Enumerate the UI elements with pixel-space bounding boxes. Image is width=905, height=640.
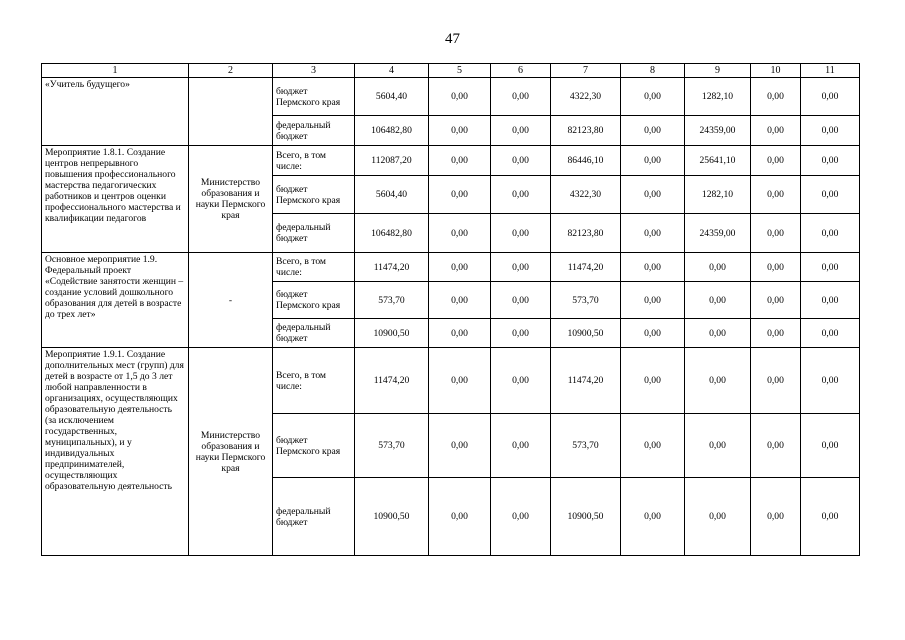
funding-source-cell: федеральный бюджет (273, 478, 355, 556)
amount-cell: 10900,50 (551, 319, 621, 348)
activity-name-cell: Основное мероприятие 1.9. Федеральный проект «Содействие занятости женщин – создание условий дошкольного образования для детей в возрасте до трех лет» (42, 253, 189, 348)
amount-cell: 86446,10 (551, 146, 621, 176)
amount-cell: 0,00 (685, 478, 751, 556)
amount-cell: 0,00 (751, 319, 801, 348)
amount-cell: 11474,20 (355, 348, 429, 414)
amount-cell: 0,00 (429, 348, 491, 414)
header-cell: 10 (751, 64, 801, 78)
header-cell: 1 (42, 64, 189, 78)
amount-cell: 0,00 (429, 319, 491, 348)
amount-cell: 1282,10 (685, 78, 751, 116)
funding-source-cell: федеральный бюджет (273, 116, 355, 146)
amount-cell: 0,00 (621, 319, 685, 348)
page-number: 47 (445, 31, 460, 47)
amount-cell: 0,00 (621, 282, 685, 319)
amount-cell: 0,00 (801, 116, 860, 146)
amount-cell: 5604,40 (355, 176, 429, 214)
amount-cell: 0,00 (751, 78, 801, 116)
amount-cell: 0,00 (429, 282, 491, 319)
amount-cell: 573,70 (551, 282, 621, 319)
amount-cell: 0,00 (621, 146, 685, 176)
executor-cell: - (189, 253, 273, 348)
header-cell: 8 (621, 64, 685, 78)
budget-table (41, 63, 860, 556)
table-row (42, 253, 860, 282)
amount-cell: 0,00 (751, 348, 801, 414)
header-cell: 11 (801, 64, 860, 78)
amount-cell: 0,00 (491, 348, 551, 414)
amount-cell: 4322,30 (551, 176, 621, 214)
header-cell: 3 (273, 64, 355, 78)
amount-cell: 4322,30 (551, 78, 621, 116)
header-cell: 5 (429, 64, 491, 78)
amount-cell: 0,00 (801, 319, 860, 348)
executor-cell: Министерство образования и науки Пермского края (189, 348, 273, 556)
header-cell: 9 (685, 64, 751, 78)
amount-cell: 0,00 (751, 176, 801, 214)
amount-cell: 1282,10 (685, 176, 751, 214)
amount-cell: 0,00 (491, 253, 551, 282)
funding-source-cell: Всего, в том числе: (273, 146, 355, 176)
amount-cell: 0,00 (429, 253, 491, 282)
amount-cell: 0,00 (621, 214, 685, 253)
amount-cell: 0,00 (621, 348, 685, 414)
header-cell: 4 (355, 64, 429, 78)
amount-cell: 0,00 (751, 282, 801, 319)
activity-name-cell: Мероприятие 1.9.1. Создание дополнительных мест (групп) для детей в возрасте от 1,5 до 3 лет любой направленности в организациях, осуществляющих образовательную деятельность (за исключением государственных, муниципальных), и у индивидуальных предпринимателей, осуществляющих образовательную деятельность (42, 348, 189, 556)
amount-cell: 106482,80 (355, 116, 429, 146)
header-cell: 7 (551, 64, 621, 78)
amount-cell: 573,70 (355, 282, 429, 319)
table-row (42, 78, 860, 116)
amount-cell: 0,00 (621, 78, 685, 116)
amount-cell: 0,00 (429, 146, 491, 176)
amount-cell: 0,00 (801, 414, 860, 478)
amount-cell: 0,00 (685, 319, 751, 348)
amount-cell: 0,00 (801, 78, 860, 116)
amount-cell: 0,00 (621, 478, 685, 556)
amount-cell: 0,00 (801, 214, 860, 253)
amount-cell: 10900,50 (355, 319, 429, 348)
amount-cell: 0,00 (621, 176, 685, 214)
amount-cell: 10900,50 (355, 478, 429, 556)
funding-source-cell: бюджет Пермского края (273, 282, 355, 319)
amount-cell: 0,00 (491, 319, 551, 348)
amount-cell: 112087,20 (355, 146, 429, 176)
executor-cell: Министерство образования и науки Пермского края (189, 146, 273, 253)
activity-name-cell: Мероприятие 1.8.1. Создание центров непрерывного повышения профессионального мастерства педагогических работников и центров оценки профессионального мастерства и квалификации педагогов (42, 146, 189, 253)
amount-cell: 0,00 (491, 116, 551, 146)
funding-source-cell: федеральный бюджет (273, 214, 355, 253)
amount-cell: 0,00 (751, 253, 801, 282)
amount-cell: 0,00 (429, 116, 491, 146)
funding-source-cell: федеральный бюджет (273, 319, 355, 348)
table-row (42, 348, 860, 414)
funding-source-cell: Всего, в том числе: (273, 348, 355, 414)
amount-cell: 0,00 (429, 176, 491, 214)
amount-cell: 0,00 (751, 116, 801, 146)
amount-cell: 0,00 (801, 348, 860, 414)
activity-name-cell: «Учитель будущего» (42, 78, 189, 146)
header-cell: 6 (491, 64, 551, 78)
amount-cell: 0,00 (491, 282, 551, 319)
amount-cell: 82123,80 (551, 214, 621, 253)
amount-cell: 573,70 (355, 414, 429, 478)
amount-cell: 0,00 (685, 348, 751, 414)
amount-cell: 0,00 (491, 78, 551, 116)
amount-cell: 5604,40 (355, 78, 429, 116)
amount-cell: 0,00 (685, 253, 751, 282)
funding-source-cell: бюджет Пермского края (273, 176, 355, 214)
amount-cell: 0,00 (429, 478, 491, 556)
amount-cell: 106482,80 (355, 214, 429, 253)
amount-cell: 0,00 (429, 414, 491, 478)
amount-cell: 0,00 (491, 414, 551, 478)
amount-cell: 0,00 (621, 414, 685, 478)
amount-cell: 0,00 (751, 478, 801, 556)
amount-cell: 0,00 (491, 478, 551, 556)
amount-cell: 0,00 (801, 253, 860, 282)
amount-cell: 11474,20 (355, 253, 429, 282)
amount-cell: 0,00 (751, 146, 801, 176)
amount-cell: 0,00 (621, 253, 685, 282)
executor-cell (189, 78, 273, 146)
funding-source-cell: бюджет Пермского края (273, 78, 355, 116)
amount-cell: 82123,80 (551, 116, 621, 146)
amount-cell: 0,00 (491, 214, 551, 253)
amount-cell: 24359,00 (685, 116, 751, 146)
amount-cell: 0,00 (801, 478, 860, 556)
amount-cell: 573,70 (551, 414, 621, 478)
header-row (42, 64, 860, 78)
table-row (42, 146, 860, 176)
amount-cell: 11474,20 (551, 253, 621, 282)
header-cell: 2 (189, 64, 273, 78)
amount-cell: 10900,50 (551, 478, 621, 556)
amount-cell: 0,00 (685, 414, 751, 478)
amount-cell: 25641,10 (685, 146, 751, 176)
amount-cell: 0,00 (751, 414, 801, 478)
amount-cell: 0,00 (491, 146, 551, 176)
funding-source-cell: бюджет Пермского края (273, 414, 355, 478)
amount-cell: 0,00 (801, 146, 860, 176)
amount-cell: 11474,20 (551, 348, 621, 414)
amount-cell: 0,00 (429, 78, 491, 116)
amount-cell: 0,00 (491, 176, 551, 214)
amount-cell: 0,00 (751, 214, 801, 253)
amount-cell: 0,00 (621, 116, 685, 146)
amount-cell: 0,00 (429, 214, 491, 253)
funding-source-cell: Всего, в том числе: (273, 253, 355, 282)
amount-cell: 0,00 (801, 282, 860, 319)
amount-cell: 0,00 (685, 282, 751, 319)
amount-cell: 24359,00 (685, 214, 751, 253)
amount-cell: 0,00 (801, 176, 860, 214)
